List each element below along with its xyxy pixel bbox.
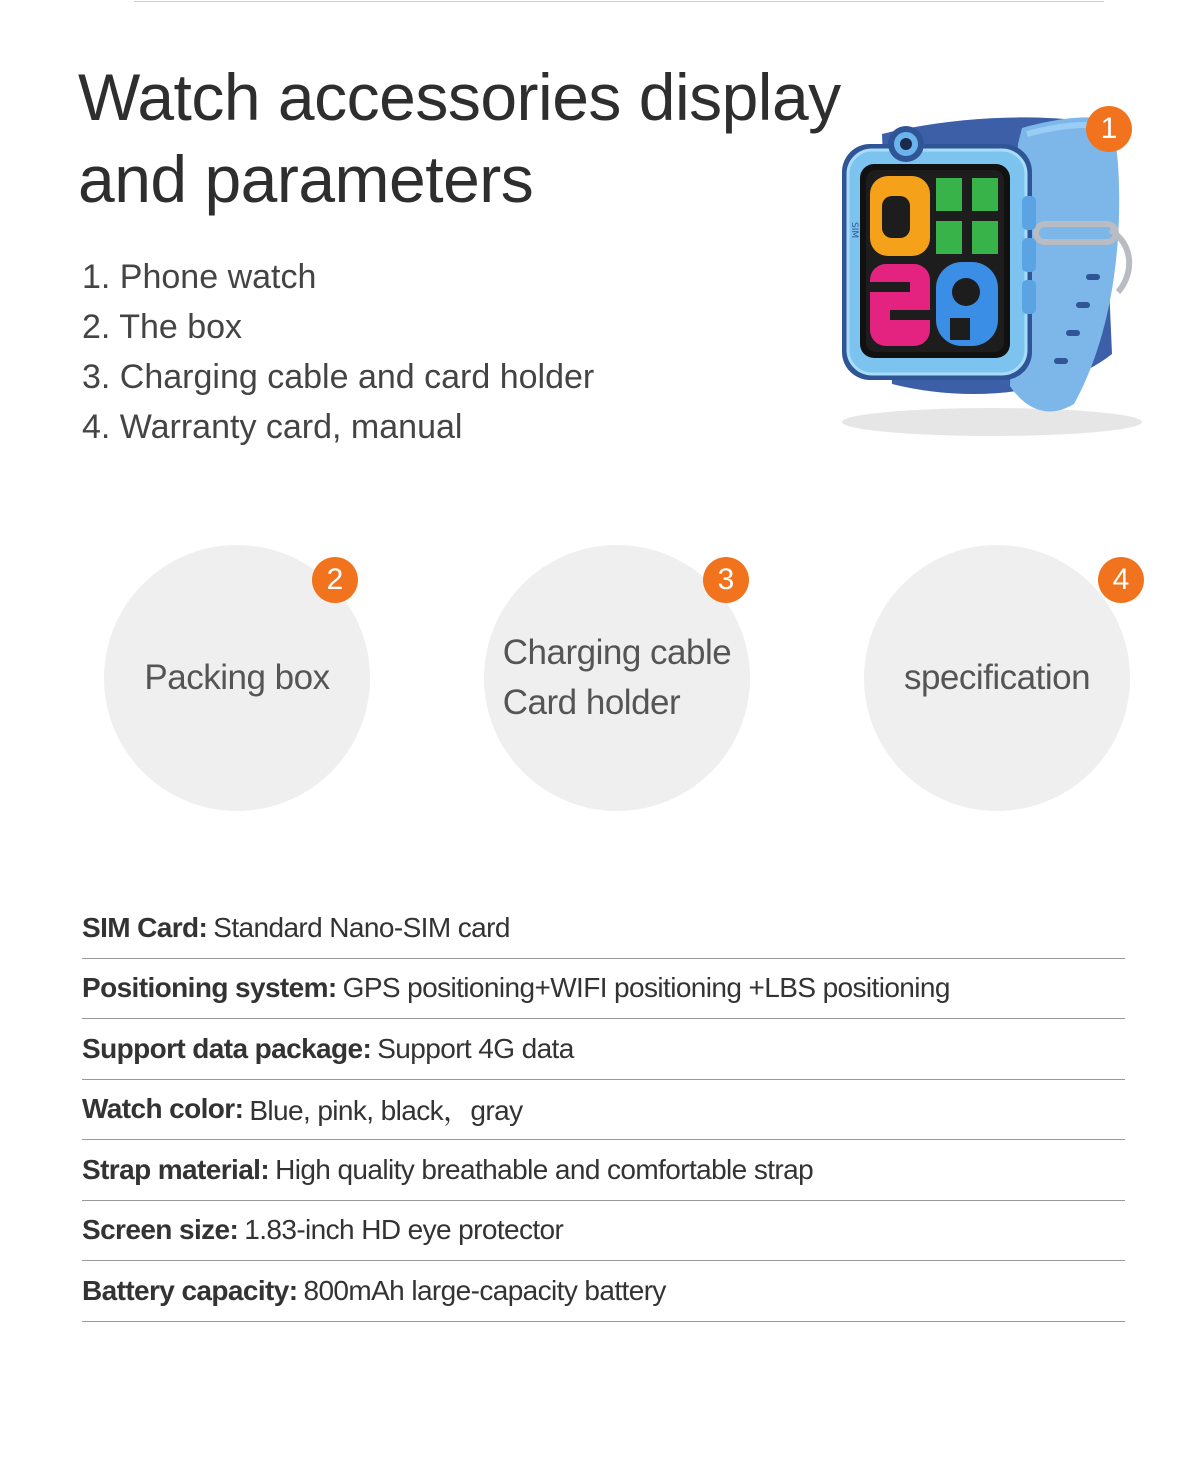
spec-key: Battery capacity: xyxy=(82,1274,298,1306)
spec-key: Watch color: xyxy=(82,1093,244,1125)
spec-value: 1.83-inch HD eye protector xyxy=(244,1214,564,1246)
spec-value: Standard Nano-SIM card xyxy=(213,911,510,943)
contents-list xyxy=(82,252,594,452)
spec-row-strap-material xyxy=(82,1140,1125,1201)
spec-row-screen-size xyxy=(82,1201,1125,1262)
spec-key: Positioning system: xyxy=(82,972,337,1004)
spec-row-data-package xyxy=(82,1019,1125,1080)
smartwatch-illustration xyxy=(822,104,1162,444)
spec-value: GPS positioning+WIFI positioning +LBS positioning xyxy=(342,972,950,1004)
badge-3: 3 xyxy=(703,557,749,603)
page-title: Watch accessories display and parameters xyxy=(78,60,841,216)
accessory-label xyxy=(904,653,1090,703)
badge-1: 1 xyxy=(1086,106,1132,152)
contents-item: 2. The box xyxy=(82,308,243,346)
spec-value: Support 4G data xyxy=(377,1032,574,1064)
spec-row-sim-card xyxy=(82,898,1125,959)
badge-2: 2 xyxy=(312,557,358,603)
accessory-label-line: Card holder xyxy=(502,683,681,722)
accessory-label-line: specification xyxy=(903,658,1091,697)
accessory-label-line: Packing box xyxy=(144,658,330,697)
badge-4: 4 xyxy=(1098,557,1144,603)
smartwatch-image xyxy=(822,104,1162,444)
contents-item: 3. Charging cable and card holder xyxy=(82,358,595,396)
spec-value: Blue, pink, black，gray xyxy=(249,1095,523,1127)
contents-item: 1. Phone watch xyxy=(82,258,317,296)
spec-value: 800mAh large-capacity battery xyxy=(303,1274,666,1306)
spec-key: Support data package: xyxy=(82,1032,372,1064)
spec-row-watch-color xyxy=(82,1080,1125,1141)
accessory-label-line: Charging cable xyxy=(502,633,732,672)
spec-value: High quality breathable and comfortable strap xyxy=(275,1153,814,1185)
sim-label: SIM xyxy=(849,222,859,239)
spec-key: Strap material: xyxy=(82,1153,270,1185)
spec-key: SIM Card: xyxy=(82,911,208,943)
spec-row-positioning-system xyxy=(82,959,1125,1020)
accessory-specification xyxy=(864,545,1130,811)
spec-row-battery-capacity xyxy=(82,1261,1125,1322)
contents-item: 4. Warranty card, manual xyxy=(82,408,463,446)
spec-table xyxy=(82,898,1125,1322)
accessory-label xyxy=(144,653,329,703)
spec-key: Screen size: xyxy=(82,1214,239,1246)
accessory-label xyxy=(503,628,731,728)
top-divider xyxy=(134,1,1104,2)
